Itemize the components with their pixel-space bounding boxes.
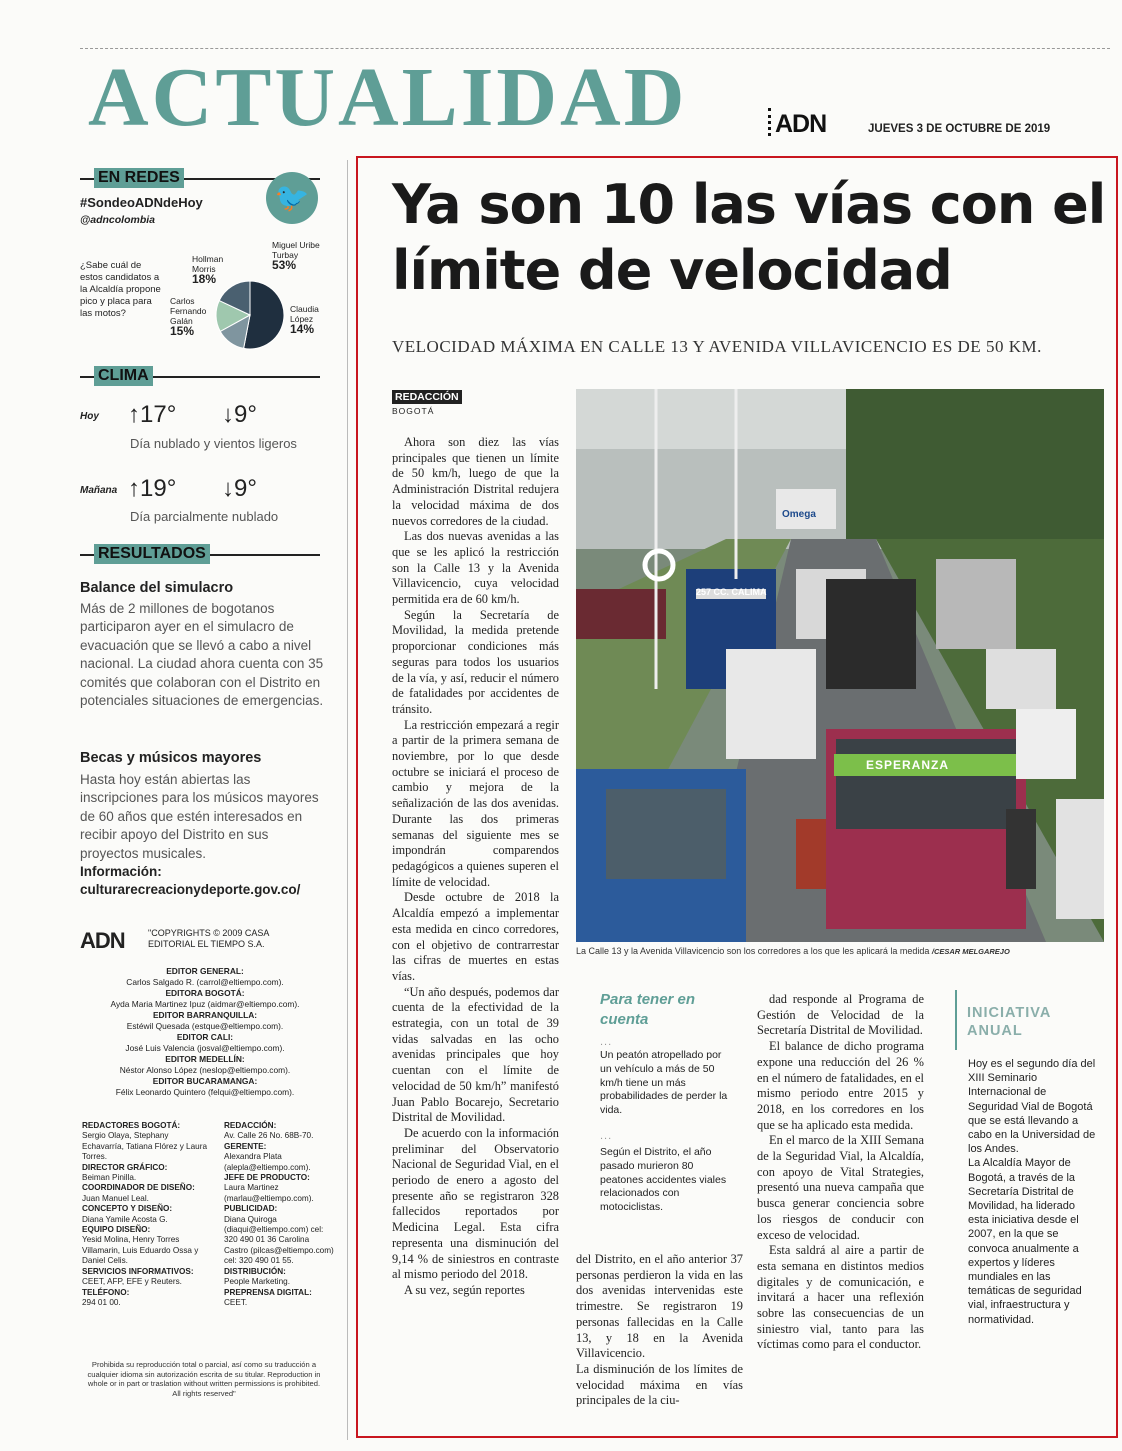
staff-text: 294 01 00. (82, 1297, 121, 1307)
tomorrow-max: ↑19° (128, 475, 177, 502)
staff-text: Av. Calle 26 No. 68B-70. (224, 1131, 314, 1141)
staff-role: SERVICIOS INFORMATIVOS: (82, 1266, 194, 1276)
col3-paragraph: El balance de dicho programa expone una reducción del 26 % en el número de fatalidades, en el mismo periodo entre 2015 y 2018, en los corredores en los que se ha aplicado esta medida. (757, 1039, 924, 1132)
col1-paragraph: De acuerdo con la información preliminar del Observatorio Nacional de Seguridad Vial, en el periodo de enero a agosto del presente año se registraron 328 fallecidos reportados por Medicina Legal. Esta cifra representa una disminución del 9,14 % de siniestros en contraste al mismo periodo del 2018. (392, 1125, 559, 1282)
today-min: ↓9° (222, 401, 257, 428)
editor-name: Estéwil Quesada (estque@eltiempo.com). (126, 1021, 284, 1031)
sidebox-text (968, 1057, 1098, 1327)
photo-caption: La Calle 13 y la Avenida Villavicencio son los corredores a los que les aplicará la medida /CESAR MELGAREJO (576, 946, 1010, 956)
editor-role: EDITOR BUCARAMANGA: (152, 1076, 258, 1086)
staff-text: Diana Yamile Acosta G. (82, 1214, 168, 1224)
staff-text: Beiman Pinilla. (82, 1173, 137, 1183)
resultados-header (80, 544, 320, 564)
info-box-dots-1: ... (600, 1036, 613, 1048)
disclaimer: Prohibida su reproducción total o parcial, así como su traducción a cualquier idioma sin autorización escrita de su titular. Reproduction in whole or in part or traslation without written permissions is prohibited. All rights reserved" (87, 1360, 321, 1398)
editor-role: EDITOR CALI: (176, 1032, 234, 1042)
candidate-morris: Hollman Morris 18% (192, 254, 224, 286)
col1-paragraph: Según la Secretaría de Movilidad, la medida pretende proporcionar condiciones más seguras para todos los usuarios de la vía, y así, reducir el número de fatalidades por accidentes de tránsito. (392, 607, 559, 716)
traffic-photo (576, 389, 1104, 942)
staff-role: REDACCIÓN: (224, 1121, 277, 1130)
staff-text: CEET. (224, 1297, 248, 1307)
article-column-1 (392, 435, 559, 1299)
col2-paragraph: La disminución de los límites de velocidad máxima en vías principales de la ciu- (576, 1361, 743, 1408)
editor-role: EDITOR BARRANQUILLA: (152, 1010, 258, 1020)
col3-paragraph: Esta saldrá al aire a partir de esta semana en distintos medios digitales y de comunicación, e invitará a hacer una reflexión sobre las consecuencias de un siniestro vial, tanto para las víctimas como para el conductor. (757, 1243, 924, 1352)
result-link[interactable]: culturarecreacionydeporte.gov.co/ (80, 882, 301, 897)
staff-role: CONCEPTO Y DISEÑO: (82, 1204, 173, 1214)
staff-text: CEET, AFP, EFE y Reuters. (82, 1277, 182, 1287)
candidate-galan: Carlos Fernando Galán 15% (170, 296, 207, 338)
editor-role: EDITOR GENERAL: (166, 966, 244, 976)
column-divider (347, 160, 348, 1440)
staff-text: Yesid Molina, Henry Torres Villamarin, Luis Eduardo Ossa y Daniel Celis. (82, 1235, 199, 1266)
clima-header (80, 366, 320, 386)
staff-role: EQUIPO DISEÑO: (82, 1225, 151, 1235)
staff-role: REDACTORES BOGOTÁ: (82, 1121, 181, 1130)
col3-paragraph: dad responde al Programa de Gestión de Velocidad de la Secretaría Distrital de Movilidad. (757, 992, 924, 1038)
staff-role: JEFE DE PRODUCTO: (224, 1173, 310, 1183)
editor-name: José Luis Valencia (josval@eltiempo.com). (125, 1043, 285, 1053)
staff-left (82, 1121, 212, 1308)
staff-role: DISTRIBUCIÓN: (224, 1266, 286, 1276)
twitter-icon: 🐦 (266, 172, 318, 224)
staff-role: TELÉFONO: (82, 1287, 130, 1297)
brand-logo: adn (775, 99, 827, 140)
editor-name: Néstor Alonso López (neslop@eltiempo.com). (119, 1065, 291, 1075)
col1-paragraph: Las dos nuevas avenidas a las que se les aplicó la restricción son la Calle 13 y la Avenida Villavicencio, cuya velocidad permitida era de 60 km/h. (392, 529, 559, 607)
info-box-item-2: Según el Distrito, el año pasado murieron 80 peatones accidentes viales relacionados con motociclistas. (600, 1146, 727, 1214)
resultados-label: RESULTADOS (94, 544, 210, 564)
staff-role: PREPRENSA DIGITAL: (224, 1287, 312, 1297)
staff-text: Diana Quiroga (diaqui@eltiempo.com) cel: 320 490 01 36 Carolina Castro (pilcas@eltiempo.com) cel: 320 490 01 55. (224, 1214, 334, 1266)
credits-brand-logo: ADN (80, 928, 125, 953)
editor-name: Ayda Maria Martinez Ipuz (aidmar@eltiempo.com). (110, 999, 300, 1009)
col1-paragraph: A su vez, según reportes (404, 1282, 525, 1297)
poll-pie-chart (208, 278, 292, 352)
staff-text: Alexandra Plata (alepla@eltiempo.com). (224, 1152, 311, 1172)
staff-role: GERENTE: (224, 1141, 267, 1151)
editor-name: Carlos Salgado R. (carrol@eltiempo.com). (126, 977, 284, 987)
info-box-item-1: Un peatón atropellado por un vehículo a más de 50 km/h tiene un más probabilidades de perder la vida. (600, 1049, 728, 1117)
staff-text: Laura Martinez (marlau@eltiempo.com). (224, 1183, 314, 1203)
article-subhead: VELOCIDAD MÁXIMA EN CALLE 13 Y AVENIDA VILLAVICENCIO ES DE 50 KM. (392, 337, 1042, 356)
poll-handle: @adncolombia (80, 214, 155, 226)
today-desc: Día nublado y vientos ligeros (130, 436, 297, 451)
staff-role: COORDINADOR DE DISEÑO: (82, 1183, 195, 1193)
byline: REDACCIÓN (392, 390, 462, 404)
staff-text: People Marketing. (224, 1277, 290, 1287)
bus-label-3: ESPERANZA (866, 758, 950, 772)
editor-name: Félix Leonardo Quintero (felqui@eltiempo.com). (115, 1087, 295, 1097)
today-max: ↑17° (128, 401, 177, 428)
result-title-2: Becas y músicos mayores (80, 750, 262, 766)
candidate-uribe: Miguel Uribe Turbay 53% (272, 240, 320, 272)
clima-label: CLIMA (94, 366, 153, 386)
result-body-1: Más de 2 millones de bogotanos participaron ayer en el simulacro de evacuación que se llevó a cabo a nivel nacional. La ciudad ahora cuenta con 35 comités que colaboran con el Distrito en potenciales situaciones de emergencias. (80, 601, 324, 709)
article-headline: Ya son 10 las vías con el límite de velocidad (392, 173, 1106, 302)
byline-city: BOGOTÁ (392, 406, 435, 416)
tomorrow-desc: Día parcialmente nublado (130, 509, 279, 524)
sidebox-title: INICIATIVA ANUAL (967, 1005, 1051, 1039)
info-box-dots-2: ... (600, 1130, 613, 1142)
tomorrow-min: ↓9° (222, 475, 257, 502)
staff-text: Juan Manuel Leal. (82, 1193, 149, 1203)
section-title: ACTUALIDAD (88, 51, 688, 144)
staff-role: PUBLICIDAD: (224, 1204, 278, 1214)
redes-label: EN REDES (94, 168, 184, 188)
result-body-2: Hasta hoy están abiertas las inscripciones para los músicos mayores de 60 años que estén interesados en recibir apoyo del Distrito en sus proyectos musicales. (80, 772, 319, 861)
result-title-1: Balance del simulacro (80, 580, 234, 596)
today-label: Hoy (80, 411, 99, 422)
result-info-label: Información: (80, 864, 162, 879)
staff-text: Sergio Olaya, Stephany Echavarría, Tatiana Flórez y Laura Torres. (82, 1131, 207, 1162)
bus-label-1: 257 CC. CALIMA (696, 587, 767, 597)
col1-paragraph: La restricción empezará a regir a partir de la primera semana de noviembre, por lo que desde octubre se iniciará el proceso de cambio y mejora de la señalización de las dos avenidas. Durante las dos primeras semanas del siguiente mes se impondrán comparendos pedagógicos a quienes superen el límite de velocidad. (392, 717, 559, 889)
sidebox-paragraph: La Alcaldía Mayor de Bogotá, a través de la Secretaría Distrital de Movilidad, ha liderado esta iniciativa desde el 2007, en la que se convoca anualmente a expertos y líderes mundiales en las temáticas de seguridad vial, infraestructura y normatividad. (968, 1157, 1082, 1326)
article-column-2 (576, 1252, 743, 1409)
poll-hashtag: #SondeoADNdeHoy (80, 195, 203, 210)
copyright: "COPYRIGHTS © 2009 CASA EDITORIAL EL TIEMPO S.A. (148, 928, 269, 949)
col1-paragraph: Ahora son diez las vías principales que tienen un límite de 50 km/h, luego de que la Administración Distrital redujera la velocidad máxima de dos nuevos corredores de la ciudad. (392, 435, 559, 528)
top-rule (80, 48, 1110, 49)
col1-paragraph: Desde octubre de 2018 la Alcaldía empezó a implementar esta medida en cinco corredores, con el objetivo de contrarrestar las cifras de muertes en estas vías. (392, 890, 559, 983)
col2-paragraph: del Distrito, en el año anterior 37 personas perdieron la vida en las dos avenidas intervenidas este trimestre. Se registraron 19 personas fallecidas en la Calle 13, y 18 en la Avenida Villavicencio. (576, 1252, 743, 1361)
info-box-title: Para tener en cuenta (600, 991, 696, 1028)
issue-date: JUEVES 3 DE OCTUBRE DE 2019 (868, 123, 1051, 135)
bus-label-2: Omega (782, 509, 816, 520)
staff-right (224, 1121, 334, 1308)
poll-question: ¿Sabe cuál de estos candidatos a la Alcaldía propone pico y placa para las motos? (80, 260, 161, 319)
col1-paragraph: “Un año después, podemos dar cuenta de la efectividad de la estrategia, con un total de 39 vidas salvadas en las ocho avenidas principales que hoy cuentan con el límite de velocidad de 50 km/h” manifestó Juan Pablo Bocarejo, Secretario Distrital de Movilidad. (392, 984, 559, 1125)
editor-role: EDITORA BOGOTÁ: (165, 988, 245, 998)
editor-role: EDITOR MEDELLÍN: (165, 1054, 245, 1064)
sidebox-paragraph: Hoy es el segundo día del XIII Seminario Internacional de Seguridad Vial de Bogotá que se está llevando a cabo en la Universidad de los Andes. (968, 1058, 1096, 1156)
col3-paragraph: En el marco de la XIII Semana de la Seguridad Vial, la Alcaldía, con apoyo de Vital Strategies, presentó una nueva campaña que busca generar conciencia sobre los riesgos de conducir con exceso de velocidad. (757, 1133, 924, 1242)
staff-role: DIRECTOR GRÁFICO: (82, 1162, 168, 1172)
editors-list (80, 966, 330, 1098)
article-column-3 (757, 992, 924, 1353)
candidate-lopez: Claudia López 14% (290, 304, 319, 336)
tomorrow-label: Mañana (80, 485, 118, 496)
